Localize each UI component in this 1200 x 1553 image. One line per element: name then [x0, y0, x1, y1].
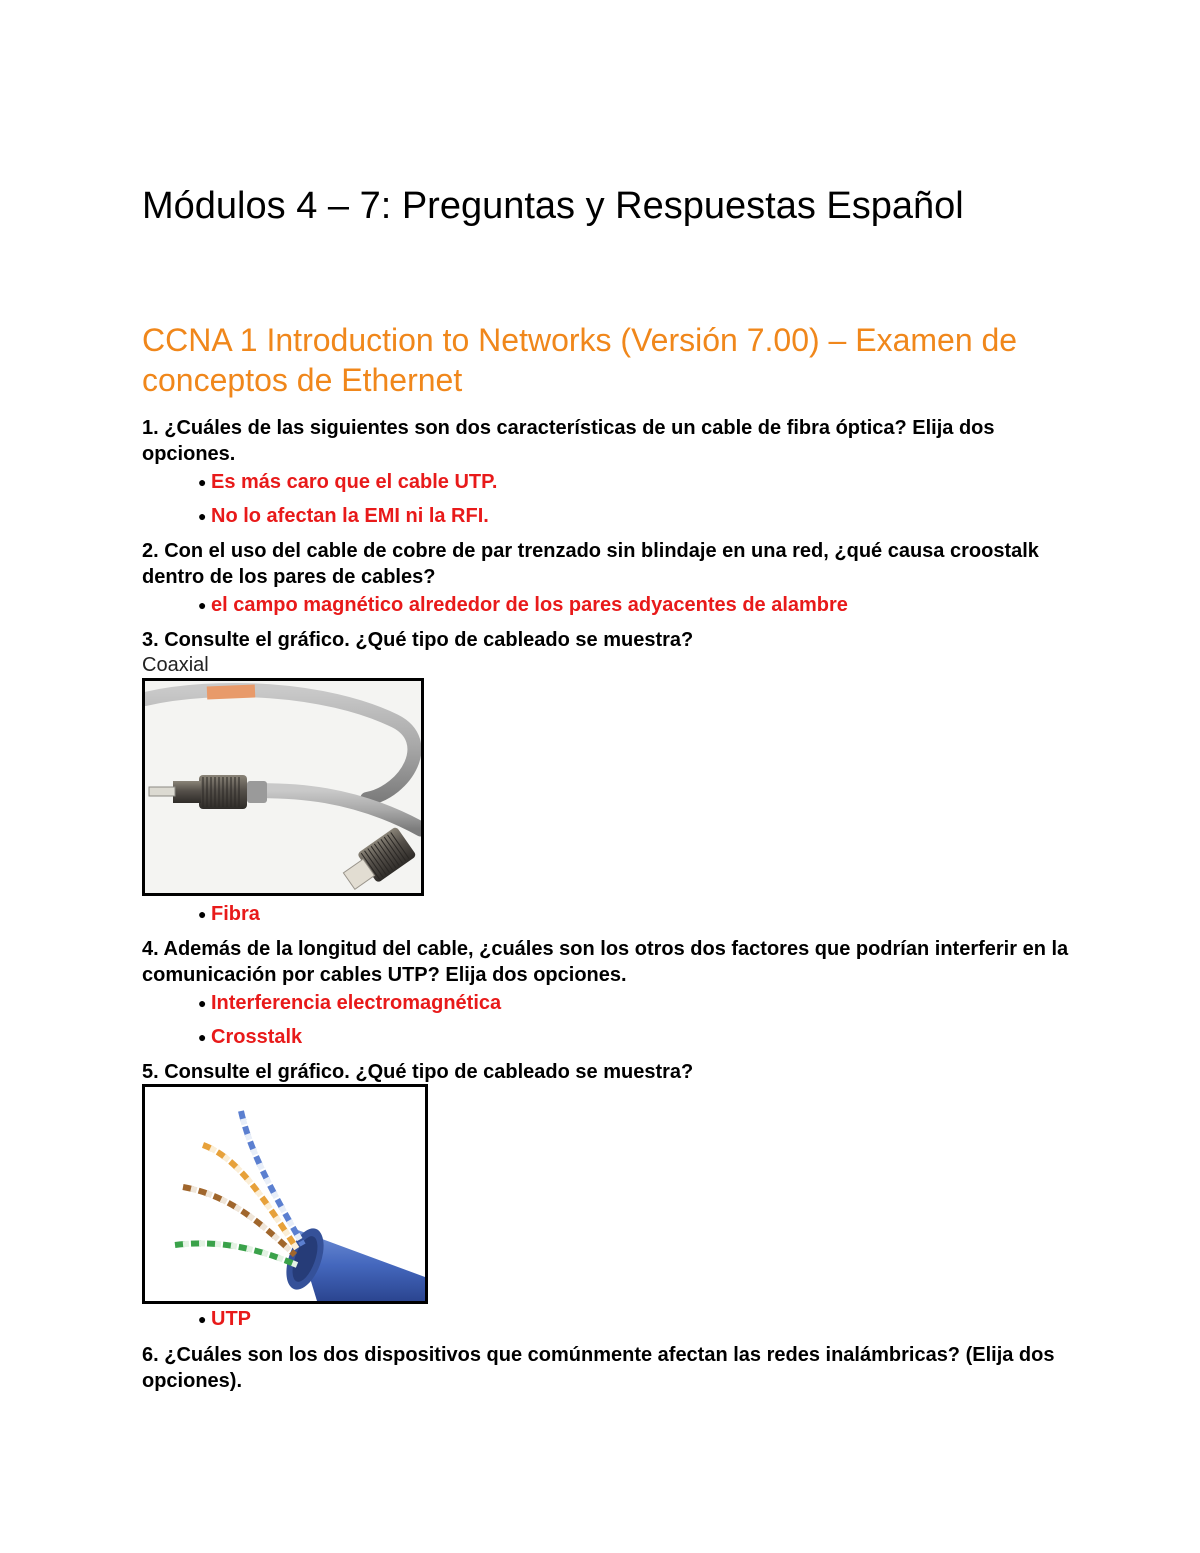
- answer-text: Crosstalk: [211, 1026, 303, 1048]
- answer-item: [142, 469, 1082, 495]
- answer-text: No lo afectan la EMI ni la RFI.: [211, 505, 489, 527]
- fiber-optic-cable-drawing: [145, 681, 421, 893]
- answer-item: [142, 503, 1082, 529]
- question-2: [142, 538, 1082, 618]
- question-note: Coaxial: [142, 654, 209, 676]
- answer-text: Interferencia electromagnética: [211, 992, 502, 1014]
- answer-item: [142, 1024, 1082, 1050]
- answer-item: [142, 592, 1082, 618]
- utp-cable-drawing: [145, 1087, 425, 1301]
- question-3-answers: [142, 901, 1082, 927]
- question-1: [142, 415, 1082, 529]
- exam-subtitle: CCNA 1 Introduction to Networks (Versión 7.00) – Examen de conceptos de Ethernet: [142, 322, 1018, 398]
- question-text: 1. ¿Cuáles de las siguientes son dos características de un cable de fibra óptica? Elija dos opciones.: [142, 417, 995, 465]
- answer-text: el campo magnético alrededor de los pares adyacentes de alambre: [211, 594, 848, 616]
- answer-text: Fibra: [211, 903, 260, 925]
- question-text: 5. Consulte el gráfico. ¿Qué tipo de cableado se muestra?: [142, 1061, 694, 1083]
- bullet-icon: ●: [198, 906, 207, 922]
- answer-text: Es más caro que el cable UTP.: [211, 471, 498, 493]
- question-text: 3. Consulte el gráfico. ¿Qué tipo de cableado se muestra?: [142, 629, 694, 651]
- bullet-icon: ●: [198, 597, 207, 613]
- question-text: 2. Con el uso del cable de cobre de par trenzado sin blindaje en una red, ¿qué causa croostalk dentro de los pares de cables?: [142, 540, 1039, 588]
- bullet-icon: ●: [198, 995, 207, 1011]
- answer-text: UTP: [211, 1308, 251, 1330]
- utp-cable-image: [142, 1084, 428, 1304]
- question-text: 6. ¿Cuáles son los dos dispositivos que comúnmente afectan las redes inalámbricas? (Elija dos opciones).: [142, 1344, 1055, 1392]
- bullet-icon: ●: [198, 474, 207, 490]
- question-3: [142, 627, 1082, 677]
- answer-item: [142, 901, 1082, 927]
- question-5-answers: [142, 1306, 1082, 1332]
- question-4: [142, 936, 1082, 1050]
- answer-item: [142, 990, 1082, 1016]
- answer-item: [142, 1306, 1082, 1332]
- question-5: [142, 1059, 1082, 1085]
- page-title: Módulos 4 – 7: Preguntas y Respuestas Español: [142, 185, 964, 227]
- question-text: 4. Además de la longitud del cable, ¿cuáles son los otros dos factores que podrían interferir en la comunicación por cables UTP? Elija dos opciones.: [142, 938, 1069, 986]
- fiber-optic-cable-image: [142, 678, 424, 896]
- bullet-icon: ●: [198, 1029, 207, 1045]
- bullet-icon: ●: [198, 1311, 207, 1327]
- bullet-icon: ●: [198, 508, 207, 524]
- question-6: [142, 1342, 1082, 1394]
